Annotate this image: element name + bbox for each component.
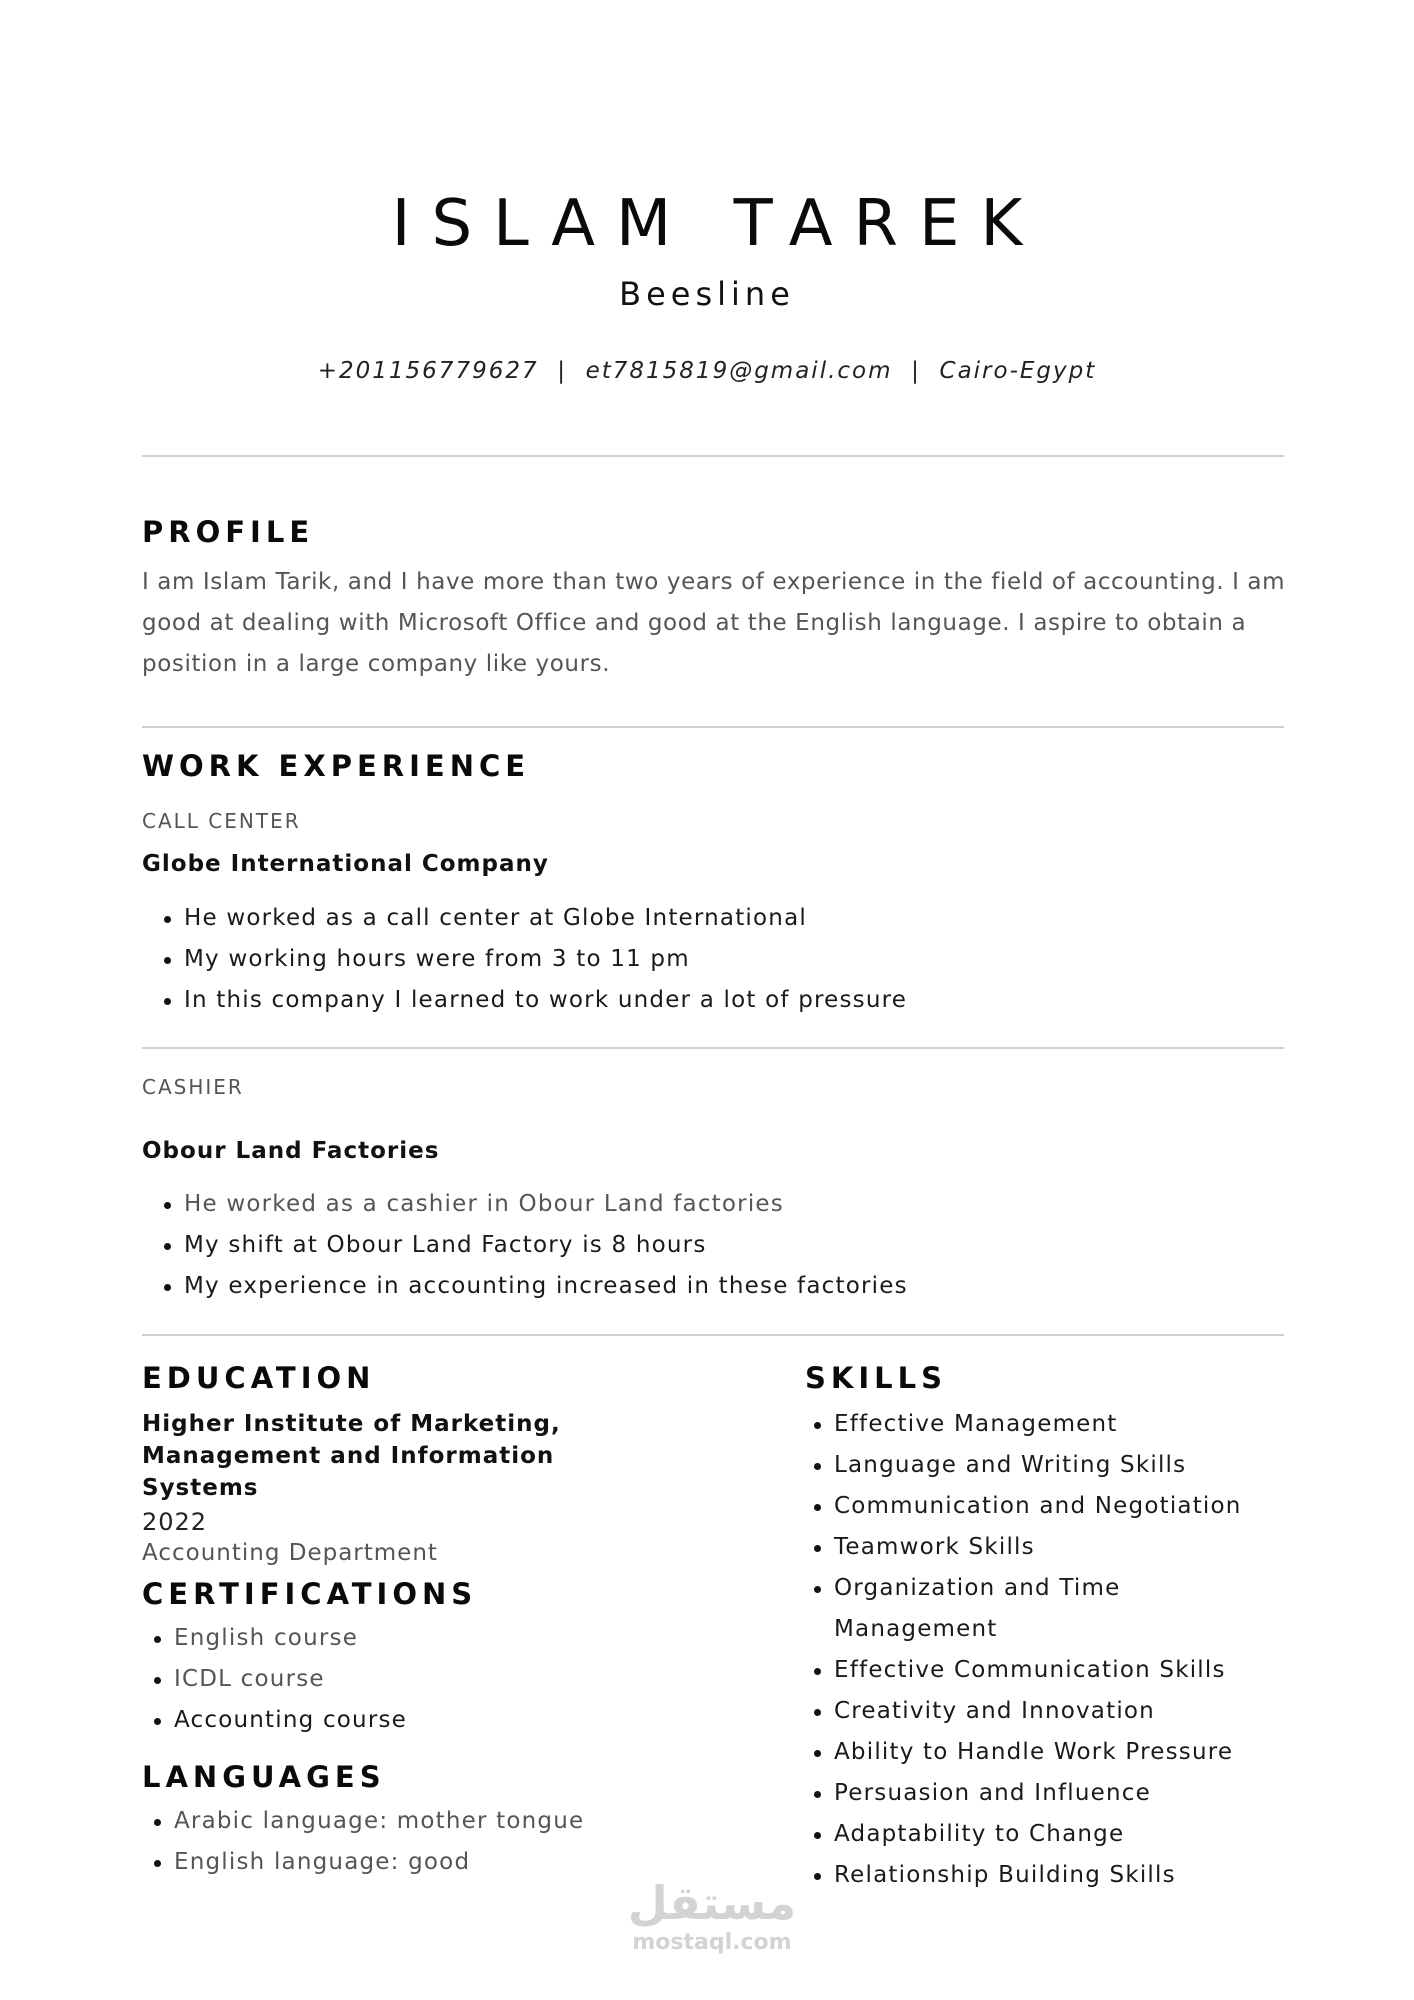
list-item: Relationship Building Skills [812,1855,1304,1896]
watermark-arabic: مستقل [627,1876,797,1930]
list-item: In this company I learned to work under a lot of pressure [162,980,907,1021]
list-item: Communication and Negotiation [812,1486,1304,1527]
candidate-name: ISLAM TAREK [391,187,1044,261]
education-department: Accounting Department [142,1540,438,1566]
profile-text: I am Islam Tarik, and I have more than two years of experience in the field of accounting. I am good at dealing with Microsoft Office and good at the English language. I aspire to obtain a position in a large company like yours. [142,569,1286,677]
list-item: Arabic language: mother tongue [152,1801,584,1842]
list-item: My shift at Obour Land Factory is 8 hours [162,1225,908,1266]
watermark-latin: mostaql.com [632,1930,792,1955]
divider [142,1334,1284,1336]
job-role: CALL CENTER [142,809,301,833]
list-item: Persuasion and Influence [812,1773,1304,1814]
list-item: He worked as a call center at Globe International [162,898,907,939]
list-item: Effective Management [812,1404,1304,1445]
job-bullets [162,898,907,1021]
list-item: Ability to Handle Work Pressure [812,1732,1304,1773]
list-item: English language: good [152,1842,584,1883]
skills-heading: SKILLS [805,1361,947,1395]
list-item: English course [152,1618,407,1659]
contact-line: +201156779627 | et7815819@gmail.com | Cairo-Egypt [317,358,1097,384]
list-item: ICDL course [152,1659,407,1700]
divider [142,1047,1284,1049]
candidate-subtitle: Beesline [619,275,795,313]
list-item: My working hours were from 3 to 11 pm [162,939,907,980]
list-item: Teamwork Skills [812,1527,1304,1568]
profile-heading: PROFILE [142,515,315,549]
certifications-list [152,1618,407,1741]
list-item: Creativity and Innovation [812,1691,1304,1732]
list-item: Organization and Time Management [812,1568,1154,1650]
skills-list [812,1404,1304,1896]
job-role: CASHIER [142,1075,244,1099]
certifications-heading: CERTIFICATIONS [142,1577,478,1611]
work-experience-heading: WORK EXPERIENCE [142,749,531,783]
education-year: 2022 [142,1508,208,1536]
list-item: Adaptability to Change [812,1814,1304,1855]
languages-heading: LANGUAGES [142,1760,386,1794]
job-company: Obour Land Factories [142,1138,440,1164]
list-item: Accounting course [152,1700,407,1741]
divider [142,726,1284,728]
list-item: My experience in accounting increased in these factories [162,1266,908,1307]
education-school: Higher Institute of Marketing, Management and Information Systems [142,1411,561,1501]
languages-list [152,1801,584,1883]
list-item: He worked as a cashier in Obour Land factories [162,1184,908,1225]
mostaql-watermark [612,1876,812,1955]
list-item: Language and Writing Skills [812,1445,1304,1486]
job-company: Globe International Company [142,851,549,877]
job-bullets [162,1184,908,1307]
list-item: Effective Communication Skills [812,1650,1304,1691]
education-heading: EDUCATION [142,1361,376,1395]
divider [142,455,1284,457]
